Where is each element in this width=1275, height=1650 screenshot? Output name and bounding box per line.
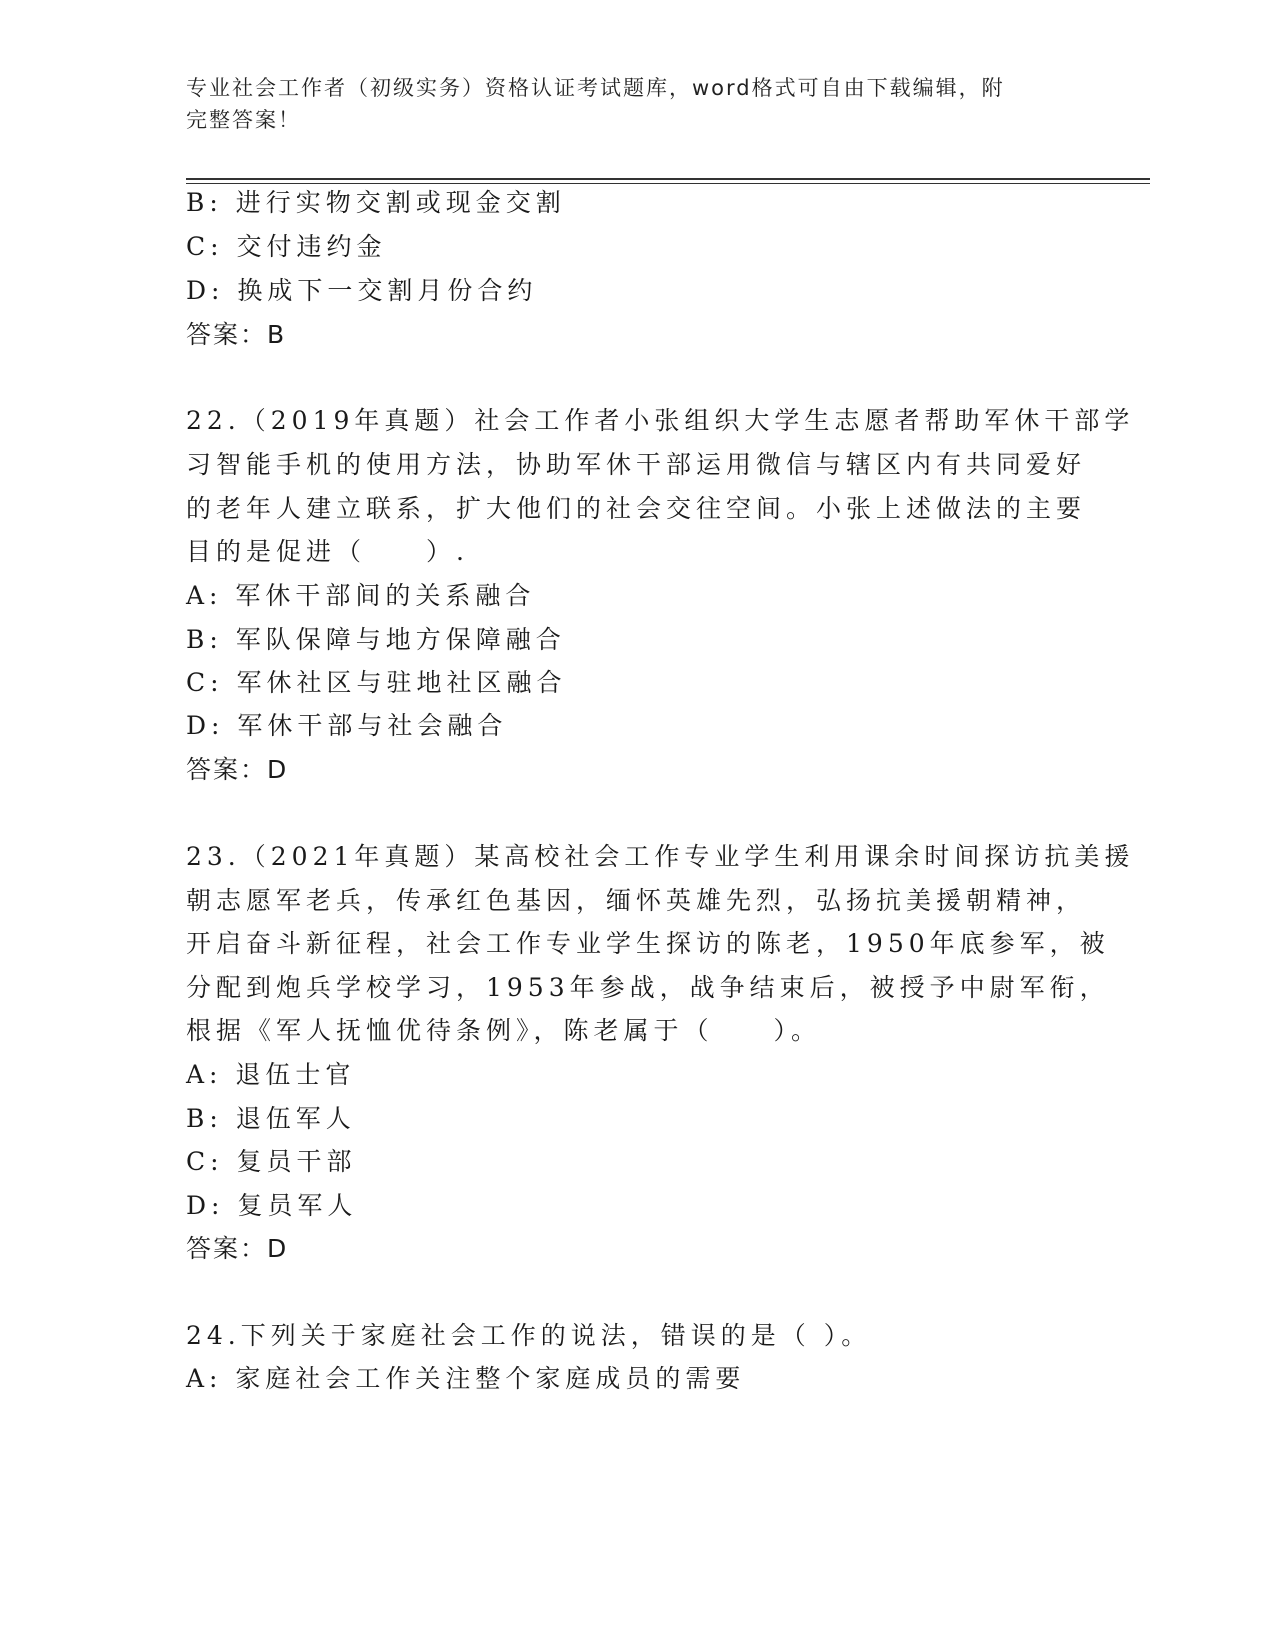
q22-answer: 答案：D <box>186 755 289 784</box>
header-rule-thin <box>186 183 1150 184</box>
q22-stem-line-2: 习智能手机的使用方法，协助军休干部运用微信与辖区内有共同爱好 <box>186 450 1087 479</box>
q22-option-a: A: 军休干部间的关系融合 <box>186 581 536 610</box>
q23-stem-line-3: 开启奋斗新征程，社会工作专业学生探访的陈老，1950年底参军，被 <box>186 929 1110 958</box>
q23-option-c: C: 复员干部 <box>186 1147 357 1176</box>
q21-option-d: D: 换成下一交割月份合约 <box>186 276 538 305</box>
q22-option-c: C: 军休社区与驻地社区融合 <box>186 668 567 697</box>
q23-stem-line-1: 23.（2021年真题）某高校社会工作专业学生利用课余时间探访抗美援 <box>186 842 1135 871</box>
header-line-1: 专业社会工作者（初级实务）资格认证考试题库，word格式可自由下载编辑，附 <box>186 76 1005 100</box>
q24-stem-line-1: 24.下列关于家庭社会工作的说法，错误的是（ ）。 <box>186 1321 872 1350</box>
q23-stem-line-4: 分配到炮兵学校学习，1953年参战，战争结束后，被授予中尉军衔， <box>186 973 1110 1002</box>
q22-option-d: D: 军休干部与社会融合 <box>186 711 508 740</box>
q23-option-a: A: 退伍士官 <box>186 1060 356 1089</box>
q23-stem-line-5: 根据《军人抚恤优待条例》，陈老属于（ ）。 <box>186 1016 822 1045</box>
document-header <box>186 72 1066 136</box>
q22-stem-line-1: 22.（2019年真题）社会工作者小张组织大学生志愿者帮助军休干部学 <box>186 406 1135 435</box>
q21-option-b: B: 进行实物交割或现金交割 <box>186 188 566 217</box>
q23-option-b: B: 退伍军人 <box>186 1104 356 1133</box>
q23-answer: 答案：D <box>186 1234 289 1263</box>
q21-answer: 答案：B <box>186 320 287 349</box>
q22-stem-line-4: 目的是促进（ ）. <box>186 537 469 566</box>
q22-option-b: B: 军队保障与地方保障融合 <box>186 625 566 654</box>
q21-option-c: C: 交付违约金 <box>186 232 387 261</box>
q23-stem-line-2: 朝志愿军老兵，传承红色基因，缅怀英雄先烈，弘扬抗美援朝精神， <box>186 886 1087 915</box>
q23-option-d: D: 复员军人 <box>186 1191 358 1220</box>
header-rule-thick <box>186 178 1150 180</box>
header-line-2: 完整答案！ <box>186 108 301 132</box>
q22-stem-line-3: 的老年人建立联系，扩大他们的社会交往空间。小张上述做法的主要 <box>186 494 1087 523</box>
q24-option-a: A: 家庭社会工作关注整个家庭成员的需要 <box>186 1364 746 1393</box>
